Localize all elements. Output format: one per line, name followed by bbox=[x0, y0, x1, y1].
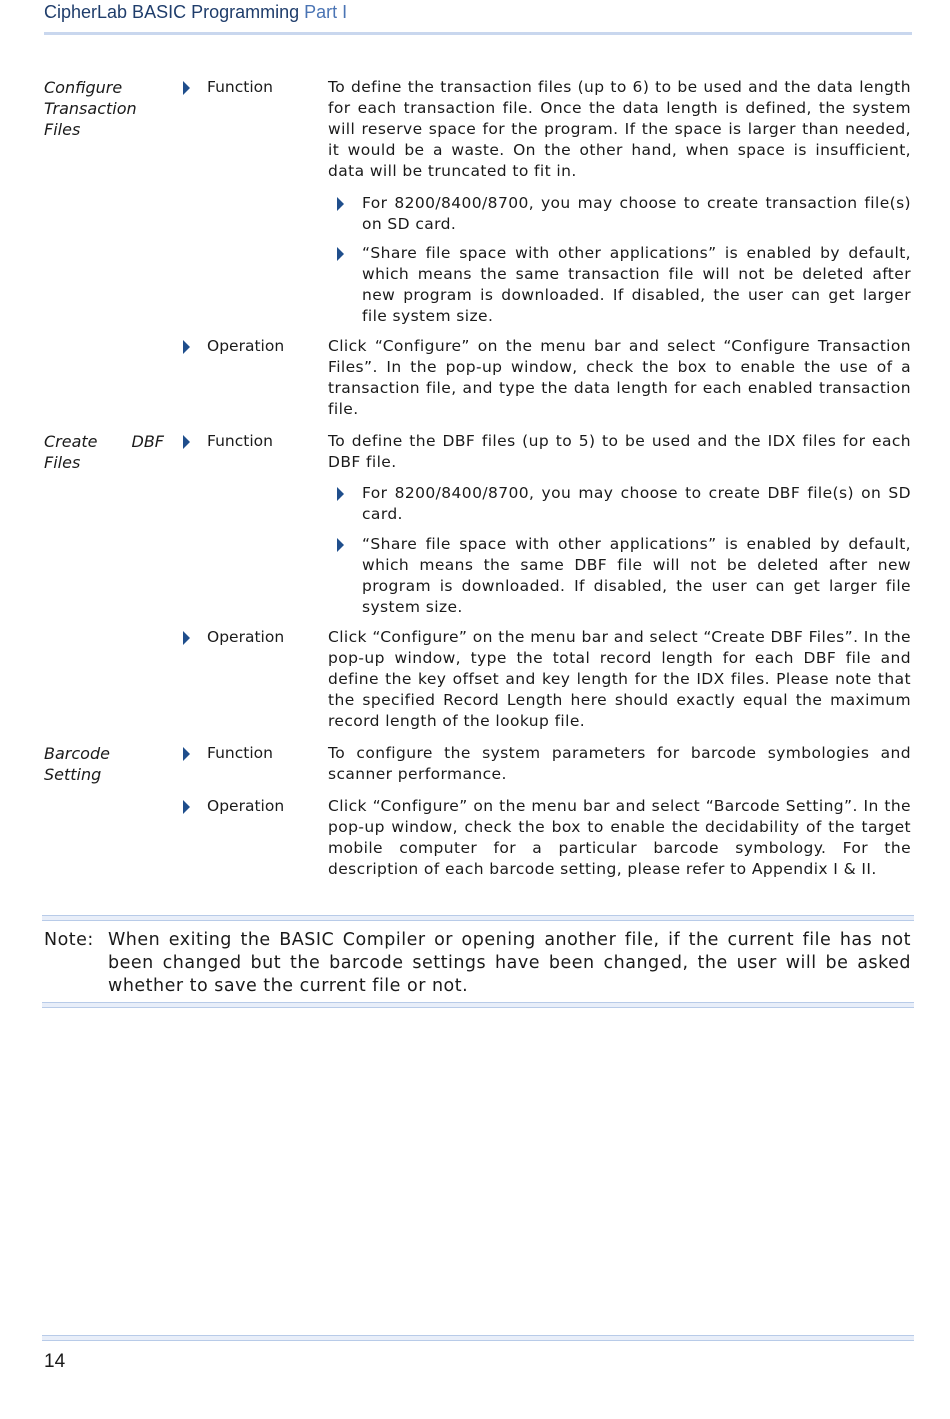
header-title: CipherLab BASIC Programming bbox=[44, 2, 300, 22]
bullet-text: For 8200/8400/8700, you may choose to create transaction file(s) on SD card. bbox=[362, 194, 911, 233]
bullet-text: “Share file space with other applications” is enabled by default, which means the same transaction file will not be deleted after new program is downloaded. If disabled, the user can get larger file system size. bbox=[362, 244, 911, 325]
bullet-text: “Share file space with other applications” is enabled by default, which means the same DBF file will not be deleted after new program is downloaded. If disabled, the user can get larger file system size. bbox=[362, 535, 911, 616]
bullet-arrow-icon bbox=[183, 631, 190, 645]
note-text: When exiting the BASIC Compiler or opening another file, if the current file has not been changed but the barcode settings have been changed, the user will be asked whether to save the current file or not. bbox=[108, 930, 911, 996]
operation-label: Operation bbox=[207, 628, 285, 646]
operation-text: Click “Configure” on the menu bar and select “Barcode Setting”. In the pop-up window, check the box to enable the decidability of the target mobile computer for a particular barcode symbology. For the description of each barcode setting, please refer to Appendix I & II. bbox=[328, 797, 911, 878]
operation-text: Click “Configure” on the menu bar and select “Create DBF Files”. In the pop-up window, type the total record length for each DBF file and define the key offset and key length for the IDX files. Please note that the specified Record Length here should exactly equal the maximum record length of the lookup file. bbox=[328, 628, 911, 730]
bullet-arrow-icon bbox=[337, 538, 344, 552]
note-top-rule bbox=[42, 915, 914, 921]
header-part: Part I bbox=[304, 2, 348, 22]
bullet-arrow-icon bbox=[183, 435, 190, 449]
function-text: To define the transaction files (up to 6) to be used and the data length for each transaction file. Once the data length is defined, the system will reserve space for the program. If the space is larger than needed, it would be a waste. On the other hand, when space is insufficient, data will be truncated to fit in. bbox=[328, 78, 911, 180]
function-text: To configure the system parameters for barcode symbologies and scanner performance. bbox=[328, 744, 911, 783]
bullet-arrow-icon bbox=[337, 197, 344, 211]
function-label: Function bbox=[207, 432, 273, 450]
function-label: Function bbox=[207, 744, 273, 762]
page-number: 14 bbox=[44, 1351, 66, 1372]
note-bottom-rule bbox=[42, 1002, 914, 1008]
operation-text: Click “Configure” on the menu bar and select “Configure Transaction Files”. In the pop-up window, check the box to enable the use of a transaction file, and type the data length for each enabled transaction file. bbox=[328, 337, 911, 418]
footer-rule bbox=[42, 1335, 914, 1341]
note-label: Note: bbox=[44, 930, 94, 950]
bullet-arrow-icon bbox=[183, 81, 190, 95]
bullet-arrow-icon bbox=[183, 800, 190, 814]
operation-label: Operation bbox=[207, 797, 285, 815]
bullet-arrow-icon bbox=[183, 747, 190, 761]
section-title: Configure Transaction Files bbox=[44, 78, 137, 139]
operation-label: Operation bbox=[207, 337, 285, 355]
section-title: Create DBF Files bbox=[44, 432, 164, 472]
function-text: To define the DBF files (up to 5) to be used and the IDX files for each DBF file. bbox=[328, 432, 911, 471]
bullet-text: For 8200/8400/8700, you may choose to create DBF file(s) on SD card. bbox=[362, 484, 911, 523]
header-rule bbox=[44, 32, 912, 35]
bullet-arrow-icon bbox=[337, 487, 344, 501]
bullet-arrow-icon bbox=[183, 340, 190, 354]
section-title: Barcode Setting bbox=[44, 744, 110, 784]
running-header bbox=[44, 2, 347, 23]
bullet-arrow-icon bbox=[337, 247, 344, 261]
function-label: Function bbox=[207, 78, 273, 96]
